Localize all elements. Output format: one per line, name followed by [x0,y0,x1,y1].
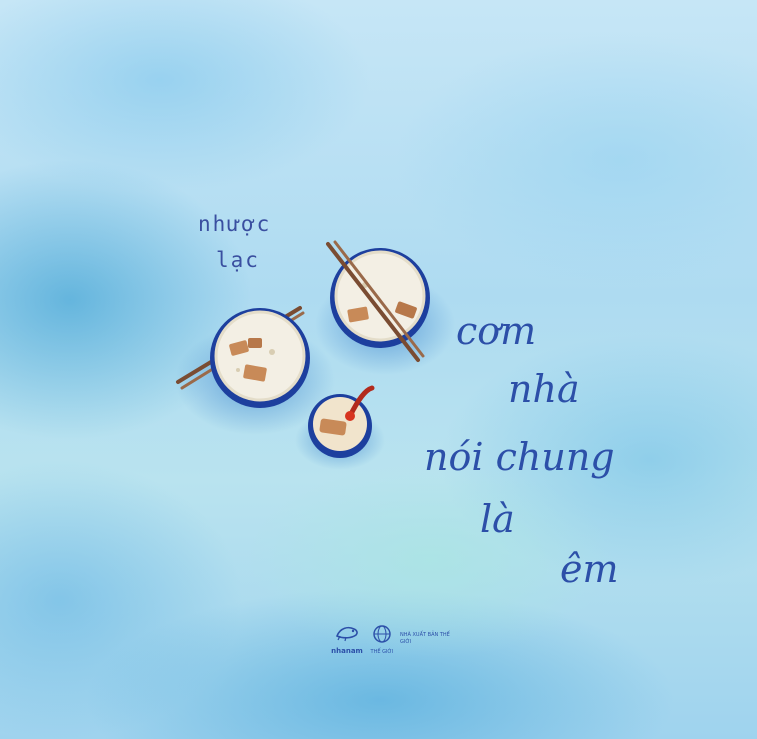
thegioi-label: THẾ GIỚI [370,649,394,655]
publisher-logos [330,624,450,660]
globe-icon [372,624,392,644]
title-line-3: nói chung [424,435,615,479]
left-rice-bowl [210,308,310,408]
author-line-1: nhược [198,212,272,236]
nhanam-bird-icon [334,624,360,642]
publisher-name: NHÀ XUẤT BẢN THẾ GIỚI [400,632,450,645]
title-line-2: nhà [508,367,580,411]
title-line-1: cơm [456,309,537,353]
nhanam-logo [330,624,364,655]
title-line-5: êm [560,547,619,591]
title-line-4: là [480,497,515,541]
thegioi-logo [368,624,396,655]
book-title [420,309,720,602]
author-line-2: lạc [216,248,260,272]
rice-bowls-illustration [160,230,460,470]
nhanam-label: nhanam [331,647,363,655]
